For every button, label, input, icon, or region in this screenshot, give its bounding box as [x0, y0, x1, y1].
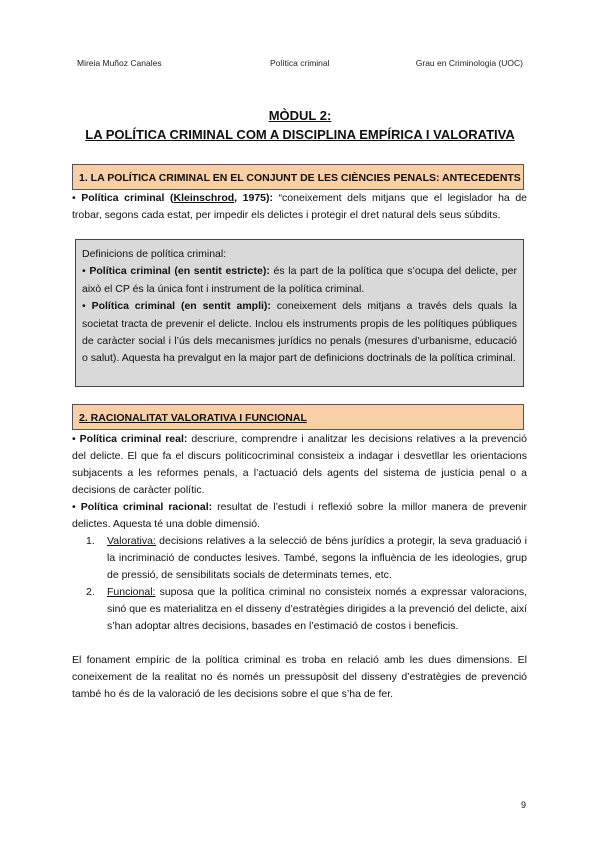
list-item-text: decisions relatives a la selecció de béns jurídics a protegir, la seva graduació i la incriminació de conductes lesives. També, segons la influència de les ideologies, grup de pressió, de sensibilitats socials de determinats temes, etc.	[107, 535, 528, 581]
list-item-label: Funcional:	[107, 586, 156, 598]
list-item-funcional	[86, 584, 527, 635]
definitions-box	[75, 239, 524, 387]
definition-broad-label: Política criminal (en sentit ampli):	[91, 300, 271, 313]
definition-open-paren: (	[169, 192, 174, 204]
rational-policy-label: Política criminal racional:	[80, 501, 213, 513]
real-criminal-policy	[72, 431, 527, 499]
section-2-heading	[72, 404, 524, 430]
list-number: 2.	[86, 586, 95, 598]
section-2-heading-text: 2. RACIONALITAT VALORATIVA I FUNCIONAL	[79, 412, 307, 424]
list-item-text: suposa que la política criminal no consisteix només a expressar valoracions, sinó que es materialitza en el disseny d’estratègies dirigides a la prevenció del delicte, així s’han adoptar altres decisions, basades en l’estimació de costos i beneficis.	[107, 586, 527, 632]
real-policy-text: descriure, comprendre i analitzar les decisions relatives a la prevenció del delicte. El que fa el discurs politicocriminal consisteix a indagar i desvetllar les orientacions subjacents a les reformes penals, a l’actuació dels agents del sistema de justícia penal o a decisions de caràcter polític.	[72, 433, 527, 496]
definition-text: “coneixement dels mitjans que el legislador ha de trobar, segons cada estat, per impedir els delictes i protegir el dret natural dels seus súbdits.	[72, 192, 528, 221]
definition-label: Política criminal	[81, 192, 165, 204]
conclusion-paragraph: El fonament empíric de la política criminal es troba en relació amb les dues dimensions. El coneixement de la realitat no és només un pressupòsit del disseny d’estratègies de prevenció també ho és de la valoració de les decisions sobre el que s’ha de fer.	[72, 654, 527, 700]
page-header	[77, 58, 523, 70]
list-number: 1.	[86, 535, 95, 547]
real-policy-label: Política criminal real:	[79, 433, 188, 445]
list-item-label: Valorativa:	[107, 535, 156, 547]
header-author: Mireia Muñoz Canales	[77, 58, 162, 68]
section-1-heading-text: 1. LA POLÍTICA CRIMINAL EN EL CONJUNT DE LES CIÈNCIES PENALS: ANTECEDENTS	[79, 172, 521, 184]
header-subject: Política criminal	[270, 58, 330, 68]
list-item-valorativa	[86, 533, 528, 584]
definitions-intro: Definicions de política criminal:	[82, 248, 227, 260]
bullet: •	[72, 433, 76, 445]
bullet: •	[82, 300, 86, 313]
bullet: •	[72, 192, 76, 204]
section-1-heading	[72, 164, 524, 190]
rational-criminal-policy	[72, 499, 527, 533]
definition-broad-text: coneixement dels mitjans a través dels quals la societat tracta de prevenir el delicte. Inclou els instruments propis de les polítiques públiques de caràcter social i l’ús dels mecanismes jurídics no penals (mesures d’urbanisme, educació o salut). Aquesta ha prevalgut en la major part de definicions doctrinals de la política criminal.	[82, 300, 518, 365]
definition-year: , 1975):	[234, 192, 273, 204]
definition-strict-label: Política criminal (en sentit estricte):	[89, 265, 270, 278]
kleinschrod-definition	[72, 190, 527, 224]
page-number: 9	[521, 800, 527, 810]
definition-broad	[82, 298, 517, 368]
header-degree: Grau en Criminologia (UOC)	[415, 58, 523, 68]
module-subtitle: LA POLÍTICA CRIMINAL COM A DISCIPLINA EMPÍRICA I VALORATIVA	[85, 127, 515, 142]
definition-strict	[82, 263, 517, 298]
module-title: MÒDUL 2:	[268, 108, 332, 123]
author-name: Kleinschrod	[173, 192, 235, 204]
bullet: •	[82, 265, 86, 278]
definition-strict-text: és la part de la política que s’ocupa del delicte, per això el CP és la única font i instrument de la política criminal.	[82, 265, 517, 295]
rational-policy-text: resultat de l’estudi i reflexió sobre la millor manera de prevenir delictes. Aquesta té una doble dimensió.	[72, 501, 527, 530]
bullet: •	[72, 501, 76, 513]
